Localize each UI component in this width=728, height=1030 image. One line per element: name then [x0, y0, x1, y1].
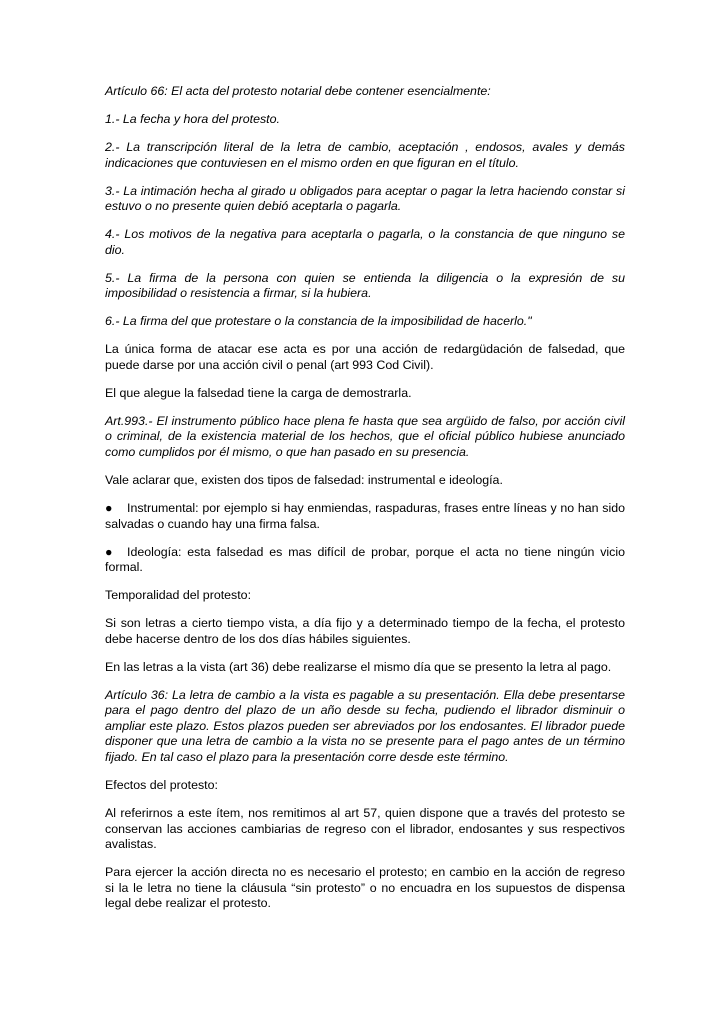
list-item: 2.- La transcripción literal de la letra de cambio, aceptación , endosos, avales y demás indicaciones que contuviesen en el mismo orden en que figuran en el título.: [105, 139, 625, 170]
article-36-quote: Artículo 36: La letra de cambio a la vista es pagable a su presentación. Ella debe presentarse para el pago dentro del plazo de un año desde su fecha, pudiendo el librador disminuir o ampliar este plazo. Estos plazos pueden ser abreviados por los endosantes. El librador puede disponer que una letra de cambio a la vista no se presente para el pago antes de un término fijado. En tal caso el plazo para la presentación corre desde este término.: [105, 687, 625, 765]
paragraph: En las letras a la vista (art 36) debe realizarse el mismo día que se presento la letra al pago.: [105, 659, 612, 674]
paragraph: Al referirnos a este ítem, nos remitimos al art 57, quien dispone que a través del protesto se conservan las acciones cambiarias de regreso con el librador, endosantes y sus respectivos avalistas.: [105, 806, 625, 852]
paragraph: Si son letras a cierto tiempo vista, a día fijo y a determinado tiempo de la fecha, el protesto debe hacerse dentro de los dos días hábiles siguientes.: [105, 616, 625, 646]
list-item: 6.- La firma del que protestare o la constancia de la imposibilidad de hacerlo.": [105, 314, 532, 329]
bullet-item-ideologia: [105, 545, 625, 576]
bullet-icon: ●: [105, 544, 113, 559]
section-heading: Efectos del protesto:: [105, 778, 218, 793]
bullet-text: Ideología: esta falsedad es mas difícil de probar, porque el acta no tiene ningún vicio formal.: [105, 544, 625, 575]
paragraph: Vale aclarar que, existen dos tipos de falsedad: instrumental e ideología.: [105, 473, 503, 487]
paragraph: Para ejercer la acción directa no es necesario el protesto; en cambio en la acción de regreso si la le letra no tiene la cláusula “sin protesto” o no encuadra en los supuestos de dispensa legal debe realizar el protesto.: [105, 865, 625, 911]
list-item: 3.- La intimación hecha al girado u obligados para aceptar o pagar la letra haciendo constar si estuvo o no presente quien debió aceptarla o pagarla.: [105, 183, 625, 214]
document-page: [105, 84, 625, 924]
bullet-text: Instrumental: por ejemplo si hay enmiendas, raspaduras, frases entre líneas y no han sido salvadas o cuando hay una firma falsa.: [105, 500, 625, 531]
paragraph: El que alegue la falsedad tiene la carga de demostrarla.: [105, 385, 412, 400]
bullet-item-instrumental: [105, 501, 625, 532]
article-993-quote: Art.993.- El instrumento público hace plena fe hasta que sea argüido de falso, por acción civil o criminal, de la existencia material de los hechos, que el oficial público hubiese anunciado como cumplidos por él mismo, o que han pasado en su presencia.: [105, 413, 625, 460]
paragraph: La única forma de atacar ese acta es por una acción de redargüdación de falsedad, que puede darse por una acción civil o penal (art 993 Cod Civil).: [105, 342, 625, 372]
bullet-icon: ●: [105, 500, 113, 515]
article-66-heading: Artículo 66: El acta del protesto notarial debe contener esencialmente:: [105, 84, 491, 98]
list-item: 1.- La fecha y hora del protesto.: [105, 111, 280, 126]
list-item: 5.- La firma de la persona con quien se entienda la diligencia o la expresión de su imposibilidad o resistencia a firmar, si la hubiera.: [105, 270, 625, 301]
section-heading: Temporalidad del protesto:: [105, 588, 252, 603]
list-item: 4.- Los motivos de la negativa para aceptarla o pagarla, o la constancia de que ninguno se dio.: [105, 227, 625, 257]
